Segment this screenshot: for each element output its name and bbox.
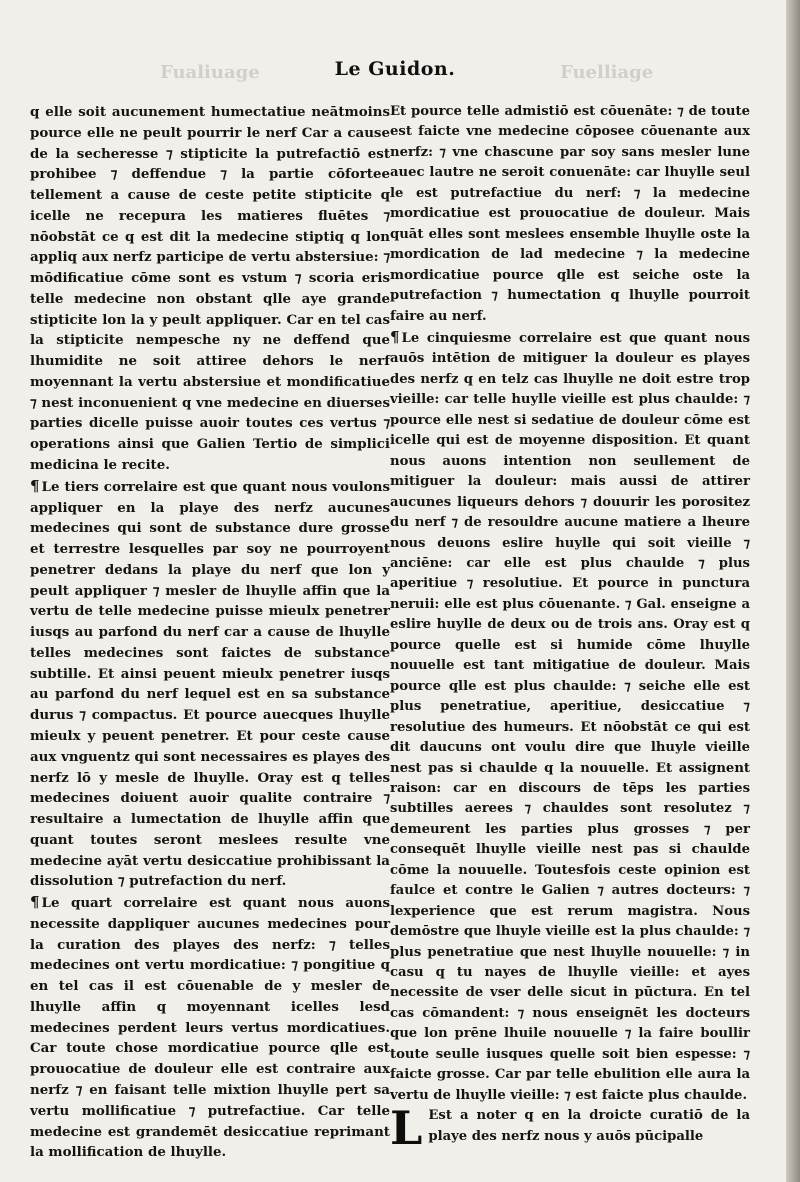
paragraph-text: Le cinquiesme correlaire est que quant nous auōs intētion de mitiguer la douleur es playes des nerfz q en telz cas lhuylle ne doit estre trop vieille: car telle huylle vieille est plus chaulde: ⁊ pource elle nest si sedatiue de douleur cōme est icelle qui est de moyenne disposition. Et quant nous auons intention non seullement de mitiguer la douleur: mais aussi de attirer aucunes liqueurs dehors ⁊ douurir les porositez du nerf ⁊ de resouldre aucune matiere a lheure nous deuons eslire huylle qui soit vieille ⁊ anciēne: car elle est plus chaulde ⁊ plus aperitiue ⁊ resolutiue. Et pource in punctura neruii: elle est plus cōuenante. ⁊ Gal. enseigne a eslire huylle de deux ou de trois ans. Oray est q pource quelle est si humide cōme lhuylle nouuelle est tant mitigatiue de douleur. Mais pource qlle est plus chaulde: ⁊ seiche elle est plus penetratiue, aperitiue, desiccatiue ⁊ resolutiue des humeurs. Et nōobstāt ce qui est dit daucuns ont voulu dire que lhuyle vieille nest pas si chaulde q la nouuelle. Et assignent raison: car en discours de tēps les parties subtilles aerees ⁊ chauldes sont resolutez ⁊ demeurent les parties plus grosses ⁊ per consequēt lhuylle vieille nest pas si chaulde cōme la nouuelle. Toutesfois ceste opinion est faulce et contre le Galien ⁊ autres docteurs: ⁊ lexperience que est rerum magistra. Nous demōstre que lhuyle vieille est la plus chaulde: ⁊ plus penetratiue que nest lhuylle nouuelle: ⁊ in casu q tu nayes de lhuylle vieille: et ayes necessite de vser delle sicut in pūctura. En tel cas cōmandent: ⁊ nous enseignēt les docteurs que lon prēne lhuile nouuelle ⁊ la faire boullir toute seulle iusques quelle soit bien espesse: ⁊ faicte grosse. Car par telle ebulition elle aura la vertu de lhuylle vieille: ⁊ est faicte plus chaulde.: [390, 330, 750, 1103]
paragraph: [390, 327, 750, 1106]
paragraph-text: q elle soit aucunement humectatiue neātmoins pource elle ne peult pourrir le nerf Car a cause de la secheresse ⁊ stipticite la putrefactiō est prohibee ⁊ deffendue ⁊ la partie cōfortee tellement a cause de ceste petite stipticite q icelle ne recepura les matieres fluētes ⁊ nōobstāt ce q est dit la medecine stiptiq q lon appliq aux nerfz participe de vertu abstersiue: ⁊ mōdificatiue cōme sont es vstum ⁊ scoria eris telle medecine non obstant qlle aye grande stipticite lon la y peult appliquer. Car en tel cas la stipticite nempesche ny ne deffend que lhumidite ne soit attiree dehors le nerf moyennant la vertu abstersiue et mondificatiue ⁊ nest inconuenient q vne medecine en diuerses parties dicelle puisse auoir toutes ces vertus ⁊ operations ainsi que Galien Tertio de simplici medicina le recite.: [30, 104, 390, 474]
paragraph-text: Et pource telle admistiō est cōuenāte: ⁊ de toute est faicte vne medecine cōposee cōuenante aux nerfz: ⁊ vne chascune par soy sans mesler lune auec lautre ne seroit conuenāte: car lhuylle seul le est putrefactiue du nerf: ⁊ la medecine mordicatiue est prouocatiue de douleur. Mais quāt elles sont meslees ensemble lhuylle oste la mordication de lad medecine ⁊ la medecine mordicatiue pource qlle est seiche oste la putrefaction ⁊ humectation q lhuylle pourroit faire au nerf.: [390, 104, 750, 324]
paragraph: [30, 892, 390, 1163]
paragraph: [30, 102, 390, 476]
paragraph-text: Le quart correlaire est quant nous auons necessite dappliquer aucunes medecines pour la curation des playes des nerfz: ⁊ telles medecines ont vertu mordicatiue: ⁊ pongitiue q en tel cas il est cōuenable de y mesler de lhuylle affin q moyennant icelles lesd medecines perdent leurs vertus mordicatiues. Car toute chose mordicatiue pource qlle est prouocatiue de douleur elle est contraire aux nerfz ⁊ en faisant telle mixtion lhuylle pert sa vertu mollificatiue ⁊ putrefactiue. Car telle medecine est grandemēt desiccatiue reprimant la mollification de lhuylle.: [30, 895, 390, 1161]
pilcrow-mark: ¶: [390, 327, 400, 346]
page-edge-shadow: [786, 0, 800, 1182]
bleed-through-text: Fuelliage: [560, 62, 654, 83]
drop-cap: L: [390, 1101, 423, 1156]
paragraph: [30, 476, 390, 892]
paragraph: [390, 102, 750, 327]
right-column: [390, 102, 750, 1156]
paragraph-text: Est a noter q en la droicte curatiō de la playe des nerfz nous y auōs pūcipalle: [428, 1108, 750, 1144]
bleed-through-text: Fualiuage: [160, 62, 260, 83]
paragraph-text: Le tiers correlaire est que quant nous voulons appliquer en la playe des nerfz aucunes medecines qui sont de substance dure grosse et terrestre lesquelles par soy ne pourroyent penetrer dedans la playe du nerf que lon y peult appliquer ⁊ mesler de lhuylle affin que la vertu de telle medecine puisse mieulx penetrer iusqs au parfond du nerf car a cause de lhuylle telles medecines sont faictes de substance subtille. Et ainsi peuent mieulx penetrer iusqs au parfond du nerf lequel est en sa substance durus ⁊ compactus. Et pource auecques lhuylle mieulx y peuent penetrer. Et pour ceste cause aux vnguentz qui sont necessaires es playes des nerfz lō y mesle de lhuylle. Oray est q telles medecines doiuent auoir qualite contraire ⁊ resultaire a lumectation de lhuylle affin que quant toutes seront meslees resulte vne medecine ayāt vertu desiccatiue prohibissant la dissolution ⁊ putrefaction du nerf.: [30, 478, 390, 890]
left-column: [30, 102, 390, 1163]
pilcrow-mark: ¶: [30, 476, 40, 495]
running-head: Le Guidon.: [334, 58, 456, 80]
paragraph: [390, 1101, 750, 1156]
pilcrow-mark: ¶: [30, 893, 40, 912]
